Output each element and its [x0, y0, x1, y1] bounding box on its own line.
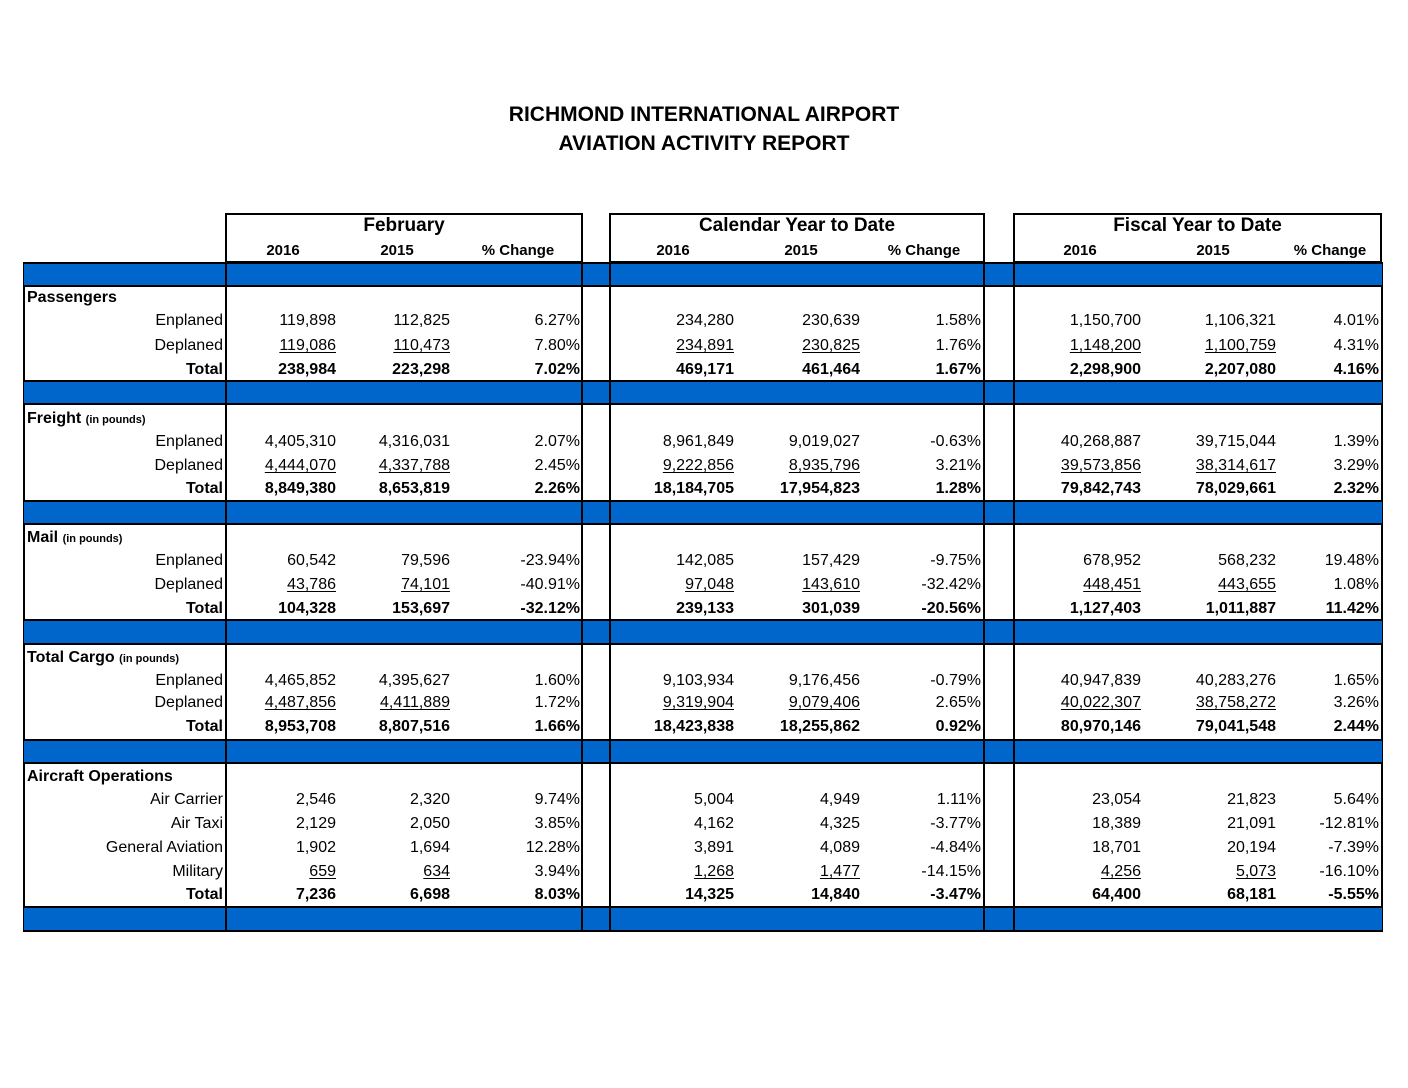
section-heading	[27, 529, 122, 547]
table-cell: 1.72%	[534, 694, 580, 711]
table-cell: 142,085	[676, 552, 734, 569]
table-cell: 4.31%	[1333, 337, 1379, 354]
table-cell: 3.85%	[534, 815, 580, 832]
table-cell: 60,542	[287, 552, 336, 569]
table-cell: -23.94%	[520, 552, 580, 569]
table-cell: 2.07%	[534, 433, 580, 450]
table-cell: 3,891	[693, 839, 734, 856]
row-label: Enplaned	[155, 672, 223, 689]
table-cell: 8,849,380	[264, 480, 336, 497]
table-cell: 104,328	[278, 600, 336, 617]
table-cell: 38,314,617	[1195, 457, 1276, 474]
row-label: Total	[185, 480, 223, 497]
table-cell: 4,395,627	[378, 672, 450, 689]
table-cell: 448,451	[1083, 576, 1141, 593]
column-rule	[225, 262, 227, 932]
section-unit: (in pounds)	[85, 414, 146, 426]
table-cell: 461,464	[802, 361, 860, 378]
table-cell: 21,823	[1227, 791, 1276, 808]
band-divider	[24, 264, 1382, 286]
table-cell: 18,701	[1092, 839, 1141, 856]
table-cell: -32.12%	[520, 600, 580, 617]
table-cell: 1,127,403	[1069, 600, 1141, 617]
table-cell: 9,176,456	[788, 672, 860, 689]
table-cell: 18,389	[1092, 815, 1141, 832]
table-cell: 6,698	[409, 886, 450, 903]
table-cell: 68,181	[1227, 886, 1276, 903]
section-unit: (in pounds)	[119, 653, 180, 665]
table-cell: 2,546	[295, 791, 336, 808]
group-fiscal-ytd: Fiscal Year to Date	[1113, 215, 1282, 236]
band-divider	[24, 621, 1382, 643]
table-cell: -9.75%	[930, 552, 981, 569]
table-cell: 17,954,823	[779, 480, 860, 497]
table-cell: 79,041,548	[1195, 718, 1276, 735]
table-cell: 0.92%	[935, 718, 981, 735]
table-cell: 4,325	[819, 815, 860, 832]
table-cell: 678,952	[1083, 552, 1141, 569]
group-calendar-ytd: Calendar Year to Date	[698, 215, 896, 236]
row-label: Deplaned	[154, 694, 223, 711]
table-cell: 19.48%	[1324, 552, 1379, 569]
table-cell: 234,891	[676, 337, 734, 354]
table-cell: 1,106,321	[1204, 312, 1276, 329]
band-divider	[24, 741, 1382, 763]
table-cell: -40.91%	[520, 576, 580, 593]
row-label: Total	[185, 718, 223, 735]
table-cell: 9.74%	[534, 791, 580, 808]
table-cell: 1,150,700	[1069, 312, 1141, 329]
table-cell: 4,405,310	[264, 433, 336, 450]
table-cell: 11.42%	[1325, 600, 1379, 617]
table-cell: 2,320	[409, 791, 450, 808]
row-label: Deplaned	[154, 576, 223, 593]
table-cell: -0.79%	[930, 672, 981, 689]
table-cell: -20.56%	[921, 600, 981, 617]
table-cell: 4,949	[819, 791, 860, 808]
table-cell: 4,089	[819, 839, 860, 856]
table-cell: 4,465,852	[264, 672, 336, 689]
table-cell: 64,400	[1092, 886, 1141, 903]
table-cell: -14.15%	[921, 863, 981, 880]
table-cell: 2.45%	[534, 457, 580, 474]
column-header: 2016	[1063, 242, 1097, 259]
section-name: Total Cargo	[27, 649, 115, 666]
section-heading	[27, 289, 117, 307]
row-label: Deplaned	[154, 457, 223, 474]
column-header: 2016	[266, 242, 300, 259]
column-header: 2015	[784, 242, 818, 259]
table-cell: 1.65%	[1333, 672, 1379, 689]
table-cell: 119,086	[279, 337, 336, 354]
table-cell: 21,091	[1227, 815, 1276, 832]
table-cell: 5,004	[693, 791, 734, 808]
table-cell: 9,019,027	[788, 433, 860, 450]
table-cell: 8,807,516	[378, 718, 450, 735]
column-header: 2016	[656, 242, 690, 259]
table-cell: 2.44%	[1333, 718, 1379, 735]
row-label: Deplaned	[154, 337, 223, 354]
table-cell: 18,184,705	[653, 480, 734, 497]
section-unit: (in pounds)	[62, 533, 123, 545]
table-cell: 1,100,759	[1204, 337, 1276, 354]
column-header: 2015	[1196, 242, 1230, 259]
table-cell: 157,429	[802, 552, 860, 569]
row-label: General Aviation	[105, 839, 223, 856]
column-header: 2015	[380, 242, 414, 259]
table-cell: 39,573,856	[1060, 457, 1141, 474]
table-cell: 38,758,272	[1195, 694, 1276, 711]
report-title: RICHMOND INTERNATIONAL AIRPORT	[508, 103, 900, 126]
row-rule	[24, 523, 1382, 525]
table-cell: -3.47%	[930, 886, 981, 903]
table-cell: 238,984	[278, 361, 336, 378]
table-cell: 3.26%	[1333, 694, 1379, 711]
table-cell: -5.55%	[1328, 886, 1379, 903]
table-cell: 153,697	[392, 600, 450, 617]
table-cell: 5.64%	[1333, 791, 1379, 808]
table-cell: 9,103,934	[662, 672, 734, 689]
table-cell: 5,073	[1235, 863, 1276, 880]
table-cell: 4,162	[693, 815, 734, 832]
table-cell: -7.39%	[1328, 839, 1379, 856]
table-cell: 4.16%	[1333, 361, 1379, 378]
table-cell: 40,022,307	[1060, 694, 1141, 711]
table-cell: 301,039	[802, 600, 860, 617]
table-cell: 8,653,819	[378, 480, 450, 497]
table-cell: -4.84%	[930, 839, 981, 856]
band-divider	[24, 908, 1382, 930]
table-cell: 119,898	[279, 312, 336, 329]
table-cell: 3.94%	[534, 863, 580, 880]
table-cell: 4,337,788	[378, 457, 450, 474]
table-cell: 9,079,406	[788, 694, 860, 711]
table-cell: 8.03%	[534, 886, 580, 903]
table-cell: 1.58%	[935, 312, 981, 329]
table-cell: 9,319,904	[662, 694, 734, 711]
table-cell: 143,610	[802, 576, 860, 593]
table-cell: 78,029,661	[1195, 480, 1276, 497]
table-cell: 8,953,708	[264, 718, 336, 735]
table-cell: 1,477	[819, 863, 860, 880]
report-subtitle: AVIATION ACTIVITY REPORT	[558, 132, 850, 155]
table-cell: 4,487,856	[264, 694, 336, 711]
row-rule	[24, 619, 1382, 621]
table-cell: 2.32%	[1333, 480, 1379, 497]
row-label: Enplaned	[155, 552, 223, 569]
section-name: Passengers	[27, 289, 117, 306]
table-cell: 1.66%	[534, 718, 580, 735]
table-cell: 1.08%	[1333, 576, 1379, 593]
row-label: Total	[185, 886, 223, 903]
table-cell: 1,011,887	[1205, 600, 1276, 617]
row-rule	[24, 380, 1382, 382]
section-name: Aircraft Operations	[27, 768, 173, 785]
table-cell: 239,133	[676, 600, 734, 617]
row-rule	[24, 403, 1382, 405]
table-cell: 4,316,031	[378, 433, 450, 450]
table-cell: -0.63%	[930, 433, 981, 450]
table-cell: 2,298,900	[1069, 361, 1141, 378]
table-cell: 97,048	[685, 576, 734, 593]
table-cell: 223,298	[392, 361, 450, 378]
table-cell: 18,423,838	[653, 718, 734, 735]
table-cell: 7.80%	[534, 337, 580, 354]
table-cell: 18,255,862	[779, 718, 860, 735]
table-cell: 4,256	[1100, 863, 1141, 880]
column-rule	[1013, 262, 1015, 932]
table-cell: 14,840	[811, 886, 860, 903]
row-label: Enplaned	[155, 312, 223, 329]
row-rule	[24, 500, 1382, 502]
table-cell: 1.76%	[935, 337, 981, 354]
table-cell: 1.39%	[1333, 433, 1379, 450]
row-label: Air Carrier	[150, 791, 223, 808]
table-cell: 80,970,146	[1060, 718, 1141, 735]
table-cell: 112,825	[393, 312, 450, 329]
section-heading	[27, 410, 146, 428]
table-cell: 8,961,849	[662, 433, 734, 450]
table-cell: 3.29%	[1333, 457, 1379, 474]
table-cell: 4,411,889	[380, 694, 450, 711]
section-name: Mail	[27, 529, 59, 546]
table-cell: 2,129	[295, 815, 336, 832]
table-cell: 39,715,044	[1195, 433, 1276, 450]
table-cell: 1.11%	[936, 791, 981, 808]
row-rule	[24, 762, 1382, 764]
table-cell: 234,280	[676, 312, 734, 329]
table-cell: 74,101	[401, 576, 450, 593]
table-cell: 1,148,200	[1069, 337, 1141, 354]
table-cell: 568,232	[1218, 552, 1276, 569]
table-cell: -12.81%	[1319, 815, 1379, 832]
table-cell: -16.10%	[1319, 863, 1379, 880]
column-header: % Change	[481, 242, 555, 259]
table-cell: 79,842,743	[1060, 480, 1141, 497]
table-cell: 2,207,080	[1204, 361, 1276, 378]
table-cell: -3.77%	[930, 815, 981, 832]
column-header: % Change	[887, 242, 961, 259]
column-rule	[609, 262, 611, 932]
table-cell: 40,283,276	[1195, 672, 1276, 689]
table-cell: 2,050	[409, 815, 450, 832]
row-rule	[24, 285, 1382, 287]
row-label: Military	[172, 863, 223, 880]
table-cell: 110,473	[393, 337, 450, 354]
row-label: Air Taxi	[170, 815, 223, 832]
table-cell: 2.65%	[935, 694, 981, 711]
table-cell: 7.02%	[534, 361, 580, 378]
table-cell: 9,222,856	[662, 457, 734, 474]
table-cell: 1.28%	[935, 480, 981, 497]
table-cell: 1.60%	[534, 672, 580, 689]
table-cell: 6.27%	[534, 312, 580, 329]
table-cell: 23,054	[1092, 791, 1141, 808]
table-cell: 469,171	[676, 361, 734, 378]
section-heading	[27, 649, 179, 667]
table-cell: 20,194	[1227, 839, 1276, 856]
table-cell: 4.01%	[1333, 312, 1379, 329]
table-cell: 230,825	[802, 337, 860, 354]
table-cell: 43,786	[287, 576, 336, 593]
table-cell: 634	[423, 863, 450, 880]
table-cell: 1,268	[693, 863, 734, 880]
table-cell: 4,444,070	[264, 457, 336, 474]
table-cell: 1.67%	[935, 361, 981, 378]
table-cell: 12.28%	[525, 839, 580, 856]
band-divider	[24, 502, 1382, 524]
table-cell: 1,694	[409, 839, 450, 856]
row-label: Total	[185, 361, 223, 378]
table-cell: 1,902	[295, 839, 336, 856]
row-rule	[24, 643, 1382, 645]
table-cell: 40,268,887	[1060, 433, 1141, 450]
table-cell: 79,596	[401, 552, 450, 569]
band-divider	[24, 382, 1382, 404]
column-rule	[983, 262, 985, 932]
table-cell: 14,325	[685, 886, 734, 903]
table-cell: 2.26%	[534, 480, 580, 497]
table-cell: -32.42%	[921, 576, 981, 593]
group-february: February	[363, 215, 445, 236]
section-name: Freight	[27, 410, 82, 427]
row-label: Enplaned	[155, 433, 223, 450]
table-cell: 40,947,839	[1060, 672, 1141, 689]
row-label: Total	[185, 600, 223, 617]
column-header: % Change	[1293, 242, 1367, 259]
section-heading	[27, 768, 173, 786]
table-cell: 7,236	[295, 886, 336, 903]
table-cell: 8,935,796	[788, 457, 860, 474]
table-cell: 443,655	[1218, 576, 1276, 593]
column-rule	[581, 262, 583, 932]
table-cell: 230,639	[802, 312, 860, 329]
row-rule	[24, 739, 1382, 741]
row-rule	[24, 906, 1382, 908]
table-cell: 659	[309, 863, 336, 880]
table-cell: 3.21%	[935, 457, 981, 474]
